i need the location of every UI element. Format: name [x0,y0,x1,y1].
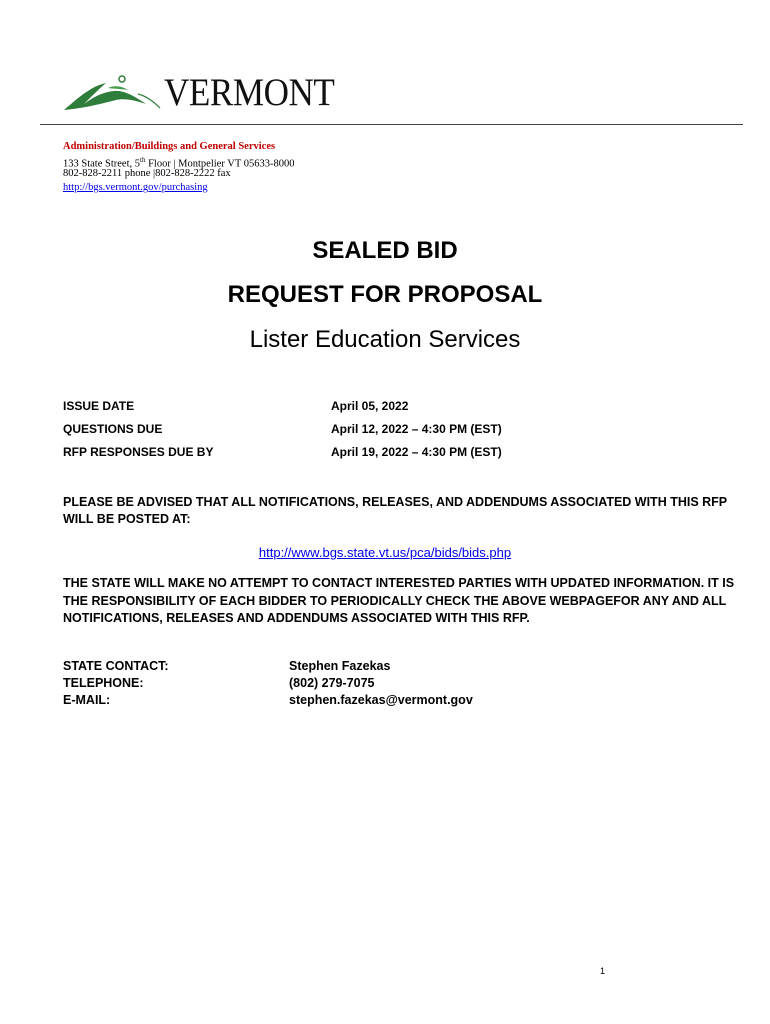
questions-due-label: QUESTIONS DUE [63,422,163,436]
responses-due-value: April 19, 2022 – 4:30 PM (EST) [331,445,502,459]
responses-due-label: RFP RESPONSES DUE BY [63,445,214,459]
address-sup: th [140,156,146,164]
bids-link[interactable]: http://www.bgs.state.vt.us/pca/bids/bids.php [258,545,512,560]
issue-date-value: April 05, 2022 [331,399,409,413]
telephone-label: TELEPHONE: [63,676,144,690]
vermont-mountain-logo-icon [62,74,162,112]
purchasing-link[interactable]: http://bgs.vermont.gov/purchasing [63,182,208,193]
page-number: 1 [600,966,606,976]
vermont-wordmark: VERMONT [164,71,335,114]
issue-date-label: ISSUE DATE [63,399,135,413]
telephone-value: (802) 279-7075 [289,676,375,690]
state-contact-value: Stephen Fazekas [289,659,391,673]
state-contact-label: STATE CONTACT: [63,659,169,673]
questions-due-value: April 12, 2022 – 4:30 PM (EST) [331,422,502,436]
address-post: Floor | Montpelier VT 05633-8000 [145,158,295,170]
address-pre: 133 State Street, 5 [63,158,140,170]
bids-link-row [0,545,770,561]
advised-notice: PLEASE BE ADVISED THAT ALL NOTIFICATIONS, RELEASES, AND ADDENDUMS ASSOCIATED WITH THIS RFP WILL BE POSTED AT: [63,495,727,526]
email-value[interactable]: stephen.fazekas@vermont.gov [289,693,473,707]
title-rfp: REQUEST FOR PROPOSAL [227,281,543,308]
title-subject: Lister Education Services [249,326,521,353]
department-name: Administration/Buildings and General Services [63,141,276,152]
state-notice: THE STATE WILL MAKE NO ATTEMPT TO CONTACT INTERESTED PARTIES WITH UPDATED INFORMATION. IT IS THE RESPONSIBILITY OF EACH BIDDER TO PERIODICALLY CHECK THE ABOVE WEBPAGEFOR ANY AND ALL NOTIFICATIONS, RELEASES AND ADDENDUMS ASSOCIATED WITH THIS RFP. [63,576,735,625]
phone-fax-line: 802-828-2211 phone |802-828-2222 fax [63,168,231,179]
header-divider [40,124,743,125]
email-label: E-MAIL: [63,693,111,707]
title-sealed-bid: SEALED BID [312,237,458,264]
